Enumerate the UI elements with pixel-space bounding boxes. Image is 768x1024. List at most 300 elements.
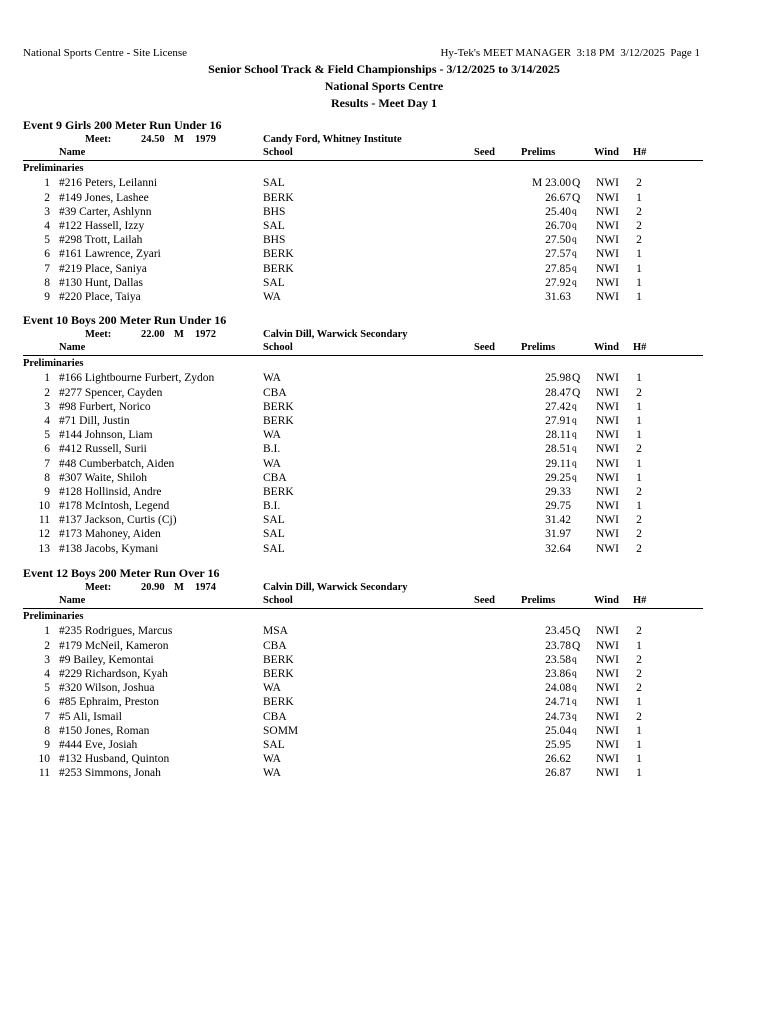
school: BERK — [263, 696, 294, 709]
wind: NWI — [596, 500, 619, 513]
school: SAL — [263, 177, 285, 190]
qualifier-mark: q — [572, 249, 577, 260]
qualifier-mark: q — [572, 472, 577, 483]
school: BERK — [263, 191, 294, 204]
qualifier-mark: q — [572, 683, 577, 694]
school: B.I. — [263, 500, 281, 513]
result-row — [23, 667, 703, 681]
prelim-time: 31.42 — [545, 514, 571, 527]
wind: NWI — [596, 386, 619, 399]
round-label: Preliminaries — [23, 163, 84, 175]
wind: NWI — [596, 262, 619, 275]
heat-number: 1 — [636, 471, 642, 484]
qualifier-mark: q — [572, 220, 577, 231]
col-heat: H# — [633, 342, 647, 354]
place: 4 — [44, 667, 50, 680]
place: 5 — [44, 682, 50, 695]
school: BERK — [263, 248, 294, 261]
col-name: Name — [59, 342, 86, 354]
prelim-time: 25.98 — [545, 372, 571, 385]
wind: NWI — [596, 400, 619, 413]
place: 3 — [44, 205, 50, 218]
qualifier-mark: q — [572, 444, 577, 455]
place: 3 — [44, 653, 50, 666]
place: 10 — [38, 753, 50, 766]
result-row — [23, 442, 703, 456]
athlete-name: #161 Lawrence, Zyari — [59, 248, 161, 261]
prelim-time: 23.78 — [545, 639, 571, 652]
record-time: 24.50 — [141, 134, 165, 145]
result-row — [23, 428, 703, 442]
wind: NWI — [596, 767, 619, 780]
result-row — [23, 724, 703, 738]
athlete-name: #9 Bailey, Kemontai — [59, 653, 154, 666]
athlete-name: #179 McNeil, Kameron — [59, 639, 169, 652]
heat-number: 1 — [636, 767, 642, 780]
result-row — [23, 371, 703, 385]
col-name: Name — [59, 595, 86, 607]
wind: NWI — [596, 471, 619, 484]
col-heat: H# — [633, 147, 647, 159]
prelim-time: M 23.00 — [532, 177, 571, 190]
prelim-time: 26.62 — [545, 753, 571, 766]
prelim-time: 29.75 — [545, 500, 571, 513]
qualifier-mark: q — [572, 654, 577, 665]
event-title: Event 9 Girls 200 Meter Run Under 16 — [23, 118, 222, 132]
athlete-name: #220 Place, Taiya — [59, 290, 141, 303]
prelim-time: 24.71 — [545, 696, 571, 709]
athlete-name: #71 Dill, Justin — [59, 414, 130, 427]
wind: NWI — [596, 457, 619, 470]
wind: NWI — [596, 276, 619, 289]
wind: NWI — [596, 653, 619, 666]
school: BERK — [263, 485, 294, 498]
heat-number: 1 — [636, 191, 642, 204]
athlete-name: #85 Ephraim, Preston — [59, 696, 159, 709]
school: SOMM — [263, 724, 299, 737]
school: B.I. — [263, 443, 281, 456]
result-row — [23, 414, 703, 428]
prelim-time: 29.33 — [545, 485, 571, 498]
wind: NWI — [596, 234, 619, 247]
place: 2 — [44, 639, 50, 652]
heat-number: 1 — [636, 457, 642, 470]
place: 2 — [44, 386, 50, 399]
col-seed: Seed — [474, 342, 495, 354]
col-seed: Seed — [474, 147, 495, 159]
heat-number: 2 — [636, 386, 642, 399]
school: SAL — [263, 542, 285, 555]
heat-number: 2 — [636, 443, 642, 456]
heat-number: 1 — [636, 372, 642, 385]
result-row — [23, 639, 703, 653]
place: 7 — [44, 710, 50, 723]
place: 13 — [38, 542, 50, 555]
event-block — [23, 312, 703, 556]
results-subtitle: Results - Meet Day 1 — [331, 96, 437, 110]
place: 5 — [44, 234, 50, 247]
athlete-name: #216 Peters, Leilanni — [59, 177, 158, 190]
heat-number: 1 — [636, 290, 642, 303]
heat-number: 1 — [636, 414, 642, 427]
place: 8 — [44, 471, 50, 484]
place: 8 — [44, 724, 50, 737]
prelim-time: 29.25 — [545, 471, 571, 484]
round-label: Preliminaries — [23, 358, 84, 370]
athlete-name: #320 Wilson, Joshua — [59, 682, 155, 695]
wind: NWI — [596, 485, 619, 498]
meet-label: Meet: — [85, 134, 112, 145]
school: BHS — [263, 205, 286, 218]
place: 7 — [44, 457, 50, 470]
prelim-time: 24.08 — [545, 682, 571, 695]
prelim-time: 25.04 — [545, 724, 571, 737]
athlete-name: #130 Hunt, Dallas — [59, 276, 144, 289]
heat-number: 1 — [636, 738, 642, 751]
result-row — [23, 191, 703, 205]
heat-number: 1 — [636, 248, 642, 261]
place: 3 — [44, 400, 50, 413]
result-row — [23, 205, 703, 219]
place: 9 — [44, 485, 50, 498]
athlete-name: #166 Lightbourne Furbert, Zydon — [59, 372, 215, 385]
result-row — [23, 400, 703, 414]
prelim-time: 28.51 — [545, 443, 571, 456]
school: WA — [263, 290, 281, 303]
heat-number: 2 — [636, 667, 642, 680]
result-row — [23, 176, 703, 190]
col-school: School — [263, 342, 293, 354]
col-school: School — [263, 147, 293, 159]
athlete-name: #39 Carter, Ashlynn — [59, 205, 152, 218]
place: 8 — [44, 276, 50, 289]
athlete-name: #144 Johnson, Liam — [59, 429, 153, 442]
school: CBA — [263, 710, 287, 723]
result-row — [23, 485, 703, 499]
place: 4 — [44, 414, 50, 427]
event-title: Event 12 Boys 200 Meter Run Over 16 — [23, 566, 220, 580]
prelim-time: 27.57 — [545, 248, 571, 261]
qualifier-mark: q — [572, 401, 577, 412]
qualifier-mark: q — [572, 668, 577, 679]
result-row — [23, 219, 703, 233]
prelim-time: 25.95 — [545, 738, 571, 751]
place: 11 — [38, 514, 50, 527]
athlete-name: #173 Mahoney, Aiden — [59, 528, 161, 541]
prelim-time: 27.92 — [545, 276, 571, 289]
wind: NWI — [596, 372, 619, 385]
school: WA — [263, 457, 281, 470]
col-prelims: Prelims — [521, 595, 556, 607]
col-school: School — [263, 595, 293, 607]
athlete-name: #150 Jones, Roman — [59, 724, 150, 737]
place: 5 — [44, 429, 50, 442]
school: SAL — [263, 738, 285, 751]
athlete-name: #138 Jacobs, Kymani — [59, 542, 159, 555]
record-holder: Calvin Dill, Warwick Secondary — [263, 582, 408, 593]
heat-number: 1 — [636, 753, 642, 766]
software-stamp: Hy-Tek's MEET MANAGER 3:18 PM 3/12/2025 Page 1 — [440, 47, 700, 59]
wind: NWI — [596, 443, 619, 456]
place: 1 — [44, 177, 50, 190]
prelim-time: 31.63 — [545, 290, 571, 303]
qualifier-mark: Q — [572, 386, 581, 399]
place: 11 — [38, 767, 50, 780]
prelim-time: 25.40 — [545, 205, 571, 218]
athlete-name: #122 Hassell, Izzy — [59, 219, 145, 232]
wind: NWI — [596, 205, 619, 218]
meet-title: Senior School Track & Field Championships - 3/12/2025 to 3/14/2025 — [208, 62, 560, 76]
record-time: 22.00 — [141, 329, 165, 340]
round-label: Preliminaries — [23, 611, 84, 623]
athlete-name: #48 Cumberbatch, Aiden — [59, 457, 175, 470]
qualifier-mark: q — [572, 277, 577, 288]
wind: NWI — [596, 639, 619, 652]
result-row — [23, 233, 703, 247]
heat-number: 1 — [636, 429, 642, 442]
place: 4 — [44, 219, 50, 232]
athlete-name: #307 Waite, Shiloh — [59, 471, 147, 484]
wind: NWI — [596, 514, 619, 527]
result-row — [23, 766, 703, 780]
meet-record-row — [23, 328, 703, 342]
column-header-row — [23, 595, 703, 609]
wind: NWI — [596, 248, 619, 261]
result-row — [23, 290, 703, 304]
prelim-time: 26.67 — [545, 191, 571, 204]
heat-number: 2 — [636, 542, 642, 555]
qualifier-mark: q — [572, 415, 577, 426]
prelim-time: 32.64 — [545, 542, 571, 555]
school: SAL — [263, 219, 285, 232]
record-year: 1979 — [195, 134, 216, 145]
prelim-time: 27.91 — [545, 414, 571, 427]
qualifier-mark: Q — [572, 625, 581, 638]
meet-record-row — [23, 133, 703, 147]
result-row — [23, 471, 703, 485]
col-heat: H# — [633, 595, 647, 607]
school: WA — [263, 767, 281, 780]
wind: NWI — [596, 528, 619, 541]
col-wind: Wind — [594, 147, 619, 159]
record-time: 20.90 — [141, 582, 165, 593]
heat-number: 1 — [636, 262, 642, 275]
meet-label: Meet: — [85, 329, 112, 340]
heat-number: 2 — [636, 528, 642, 541]
col-prelims: Prelims — [521, 342, 556, 354]
heat-number: 2 — [636, 177, 642, 190]
meet-record-row — [23, 581, 703, 595]
athlete-name: #149 Jones, Lashee — [59, 191, 149, 204]
result-row — [23, 527, 703, 541]
result-row — [23, 513, 703, 527]
athlete-name: #235 Rodrigues, Marcus — [59, 625, 173, 638]
place: 2 — [44, 191, 50, 204]
athlete-name: #277 Spencer, Cayden — [59, 386, 163, 399]
prelim-time: 26.87 — [545, 767, 571, 780]
athlete-name: #132 Husband, Quinton — [59, 753, 170, 766]
qualifier-mark: q — [572, 725, 577, 736]
wind: NWI — [596, 682, 619, 695]
wind: NWI — [596, 414, 619, 427]
heat-number: 2 — [636, 485, 642, 498]
prelim-time: 24.73 — [545, 710, 571, 723]
prelim-time: 29.11 — [545, 457, 571, 470]
heat-number: 1 — [636, 400, 642, 413]
site-license: National Sports Centre - Site License — [23, 47, 188, 59]
school: BERK — [263, 414, 294, 427]
school: MSA — [263, 625, 288, 638]
column-header-row — [23, 342, 703, 356]
heat-number: 1 — [636, 696, 642, 709]
col-prelims: Prelims — [521, 147, 556, 159]
wind: NWI — [596, 177, 619, 190]
place: 6 — [44, 443, 50, 456]
wind: NWI — [596, 625, 619, 638]
place: 12 — [38, 528, 50, 541]
qualifier-mark: q — [572, 263, 577, 274]
wind: NWI — [596, 219, 619, 232]
result-row — [23, 738, 703, 752]
record-year: 1974 — [195, 582, 216, 593]
record-code: M — [174, 329, 184, 340]
qualifier-mark: q — [572, 711, 577, 722]
col-name: Name — [59, 147, 86, 159]
place: 1 — [44, 625, 50, 638]
result-row — [23, 653, 703, 667]
athlete-name: #98 Furbert, Norico — [59, 400, 151, 413]
heat-number: 2 — [636, 234, 642, 247]
wind: NWI — [596, 667, 619, 680]
school: WA — [263, 682, 281, 695]
qualifier-mark: Q — [572, 372, 581, 385]
heat-number: 1 — [636, 500, 642, 513]
school: WA — [263, 372, 281, 385]
heat-number: 2 — [636, 653, 642, 666]
heat-number: 2 — [636, 219, 642, 232]
athlete-name: #137 Jackson, Curtis (Cj) — [59, 514, 177, 527]
result-row — [23, 457, 703, 471]
result-row — [23, 499, 703, 513]
qualifier-mark: Q — [572, 177, 581, 190]
heat-number: 1 — [636, 724, 642, 737]
athlete-name: #412 Russell, Surii — [59, 443, 147, 456]
athlete-name: #5 Ali, Ismail — [59, 710, 122, 723]
result-row — [23, 681, 703, 695]
school: BERK — [263, 400, 294, 413]
record-code: M — [174, 134, 184, 145]
prelim-time: 23.45 — [545, 625, 571, 638]
result-row — [23, 695, 703, 709]
result-row — [23, 752, 703, 766]
qualifier-mark: q — [572, 430, 577, 441]
school: SAL — [263, 528, 285, 541]
wind: NWI — [596, 191, 619, 204]
venue-title: National Sports Centre — [324, 79, 444, 93]
school: BERK — [263, 262, 294, 275]
prelim-time: 23.86 — [545, 667, 571, 680]
wind: NWI — [596, 542, 619, 555]
prelim-time: 27.85 — [545, 262, 571, 275]
wind: NWI — [596, 753, 619, 766]
athlete-name: #178 McIntosh, Legend — [59, 500, 170, 513]
heat-number: 2 — [636, 682, 642, 695]
heat-number: 1 — [636, 276, 642, 289]
result-row — [23, 262, 703, 276]
place: 1 — [44, 372, 50, 385]
record-code: M — [174, 582, 184, 593]
school: WA — [263, 753, 281, 766]
school: CBA — [263, 386, 287, 399]
record-holder: Calvin Dill, Warwick Secondary — [263, 329, 408, 340]
place: 7 — [44, 262, 50, 275]
place: 6 — [44, 696, 50, 709]
qualifier-mark: Q — [572, 639, 581, 652]
prelim-time: 31.97 — [545, 528, 571, 541]
athlete-name: #219 Place, Saniya — [59, 262, 147, 275]
wind: NWI — [596, 724, 619, 737]
school: CBA — [263, 639, 287, 652]
col-wind: Wind — [594, 342, 619, 354]
record-holder: Candy Ford, Whitney Institute — [263, 134, 402, 145]
school: BHS — [263, 234, 286, 247]
meet-label: Meet: — [85, 582, 112, 593]
school: BERK — [263, 667, 294, 680]
prelim-time: 28.11 — [545, 429, 571, 442]
athlete-name: #128 Hollinsid, Andre — [59, 485, 162, 498]
athlete-name: #229 Richardson, Kyah — [59, 667, 168, 680]
heat-number: 2 — [636, 710, 642, 723]
wind: NWI — [596, 290, 619, 303]
event-block — [23, 117, 703, 304]
athlete-name: #298 Trott, Lailah — [59, 234, 143, 247]
event-block — [23, 565, 703, 780]
qualifier-mark: q — [572, 235, 577, 246]
place: 9 — [44, 738, 50, 751]
record-year: 1972 — [195, 329, 216, 340]
wind: NWI — [596, 710, 619, 723]
school: BERK — [263, 653, 294, 666]
place: 6 — [44, 248, 50, 261]
result-row — [23, 710, 703, 724]
qualifier-mark: Q — [572, 191, 581, 204]
qualifier-mark: q — [572, 206, 577, 217]
result-row — [23, 542, 703, 556]
qualifier-mark: q — [572, 697, 577, 708]
col-wind: Wind — [594, 595, 619, 607]
athlete-name: #444 Eve, Josiah — [59, 738, 138, 751]
result-row — [23, 276, 703, 290]
school: SAL — [263, 514, 285, 527]
heat-number: 2 — [636, 514, 642, 527]
result-row — [23, 624, 703, 638]
school: CBA — [263, 471, 287, 484]
column-header-row — [23, 147, 703, 161]
wind: NWI — [596, 429, 619, 442]
heat-number: 2 — [636, 205, 642, 218]
heat-number: 1 — [636, 639, 642, 652]
prelim-time: 28.47 — [545, 386, 571, 399]
prelim-time: 23.58 — [545, 653, 571, 666]
school: SAL — [263, 276, 285, 289]
col-seed: Seed — [474, 595, 495, 607]
wind: NWI — [596, 738, 619, 751]
athlete-name: #253 Simmons, Jonah — [59, 767, 161, 780]
result-row — [23, 386, 703, 400]
heat-number: 2 — [636, 625, 642, 638]
qualifier-mark: q — [572, 458, 577, 469]
prelim-time: 26.70 — [545, 219, 571, 232]
